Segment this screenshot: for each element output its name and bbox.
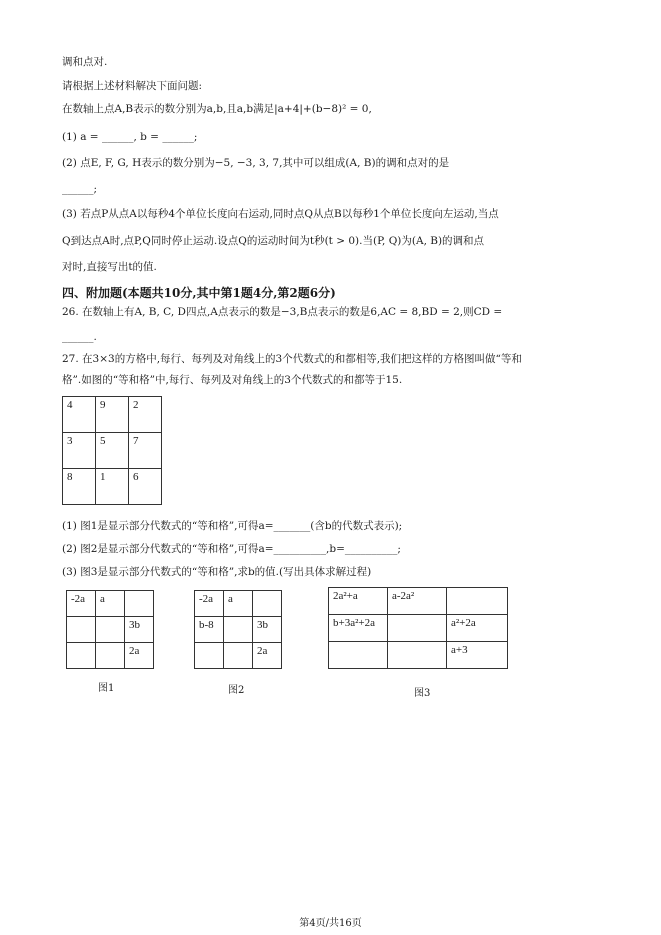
grid-cell (253, 591, 282, 617)
grid-cell: 4 (63, 397, 96, 433)
grid-cell: a+3 (447, 642, 508, 669)
grid-cell: 2a²+a (329, 588, 388, 615)
question-part-1: (1) a = ______, b = ______; (62, 131, 198, 143)
grid-cell: a²+2a (447, 615, 508, 642)
grid-cell: 9 (96, 397, 129, 433)
question-26-blank: ______. (62, 331, 97, 343)
page-footer: 第4页/共16页 (299, 918, 362, 929)
grid-cell (67, 643, 96, 669)
grid-cell (195, 643, 224, 669)
grid-cell: 2 (129, 397, 162, 433)
grid-cell (224, 643, 253, 669)
grid-cell: 3 (63, 433, 96, 469)
grid-cell: 3b (253, 617, 282, 643)
subquestion-1: (1) 图1是显示部分代数式的“等和格”,可得a=_______(含b的代数式表示); (62, 520, 403, 532)
section-heading: 四、附加题(本题共10分,其中第1题4分,第2题6分) (62, 286, 336, 300)
subquestion-2: (2) 图2是显示部分代数式的“等和格”,可得a=__________,b=__________; (62, 543, 401, 555)
figure-2-grid (194, 590, 282, 669)
question-27-cont: 格”.如图的“等和格”中,每行、每列及对角线上的3个代数式的和都等于15. (62, 374, 403, 386)
grid-cell (447, 588, 508, 615)
grid-cell: 8 (63, 469, 96, 505)
question-27: 27. 在3×3的方格中,每行、每列及对角线上的3个代数式的和都相等,我们把这样的方格图叫做“等和 (62, 353, 522, 365)
grid-cell (224, 617, 253, 643)
grid-cell: b-8 (195, 617, 224, 643)
grid-cell: -2a (67, 591, 96, 617)
figure-1-caption: 图1 (98, 683, 115, 694)
grid-cell: 2a (253, 643, 282, 669)
grid-cell: b+3a²+2a (329, 615, 388, 642)
grid-cell: a (96, 591, 125, 617)
grid-cell: 1 (96, 469, 129, 505)
magic-square (62, 396, 162, 505)
grid-cell (329, 642, 388, 669)
figure-3-grid (328, 587, 508, 669)
grid-cell: 3b (125, 617, 154, 643)
grid-cell (388, 615, 447, 642)
question-part-3-cont: Q到达点A时,点P,Q同时停止运动.设点Q的运动时间为t秒(t > 0).当(P, Q)为(A, B)的调和点 (62, 235, 485, 247)
text-line-2: 请根据上述材料解决下面问题: (62, 80, 203, 92)
grid-cell (67, 617, 96, 643)
grid-cell: 5 (96, 433, 129, 469)
grid-cell: 6 (129, 469, 162, 505)
grid-cell (125, 591, 154, 617)
grid-cell (96, 643, 125, 669)
question-26: 26. 在数轴上有A, B, C, D四点,A点表示的数是−3,B点表示的数是6,AC = 8,BD = 2,则CD = (62, 306, 503, 318)
question-part-3: (3) 若点P从点A以每秒4个单位长度向右运动,同时点Q从点B以每秒1个单位长度向左运动,当点 (62, 208, 499, 220)
grid-cell (96, 617, 125, 643)
figure-3-caption: 图3 (414, 688, 431, 699)
grid-cell: 2a (125, 643, 154, 669)
figure-1-grid (66, 590, 154, 669)
subquestion-3: (3) 图3是显示部分代数式的“等和格”,求b的值.(写出具体求解过程) (62, 566, 372, 578)
figure-2-caption: 图2 (228, 685, 245, 696)
grid-cell (388, 642, 447, 669)
grid-cell: a-2a² (388, 588, 447, 615)
grid-cell: a (224, 591, 253, 617)
question-part-2: (2) 点E, F, G, H表示的数分别为−5, −3, 3, 7,其中可以组成(A, B)的调和点对的是 (62, 157, 450, 169)
answer-blank: ______; (62, 183, 98, 195)
grid-cell: 7 (129, 433, 162, 469)
text-line-1: 调和点对. (62, 56, 108, 68)
grid-cell: -2a (195, 591, 224, 617)
text-line-3: 在数轴上点A,B表示的数分别为a,b,且a,b满足|a+4|+(b−8)² = 0, (62, 103, 372, 115)
question-part-3-end: 对时,直接写出t的值. (62, 261, 157, 273)
